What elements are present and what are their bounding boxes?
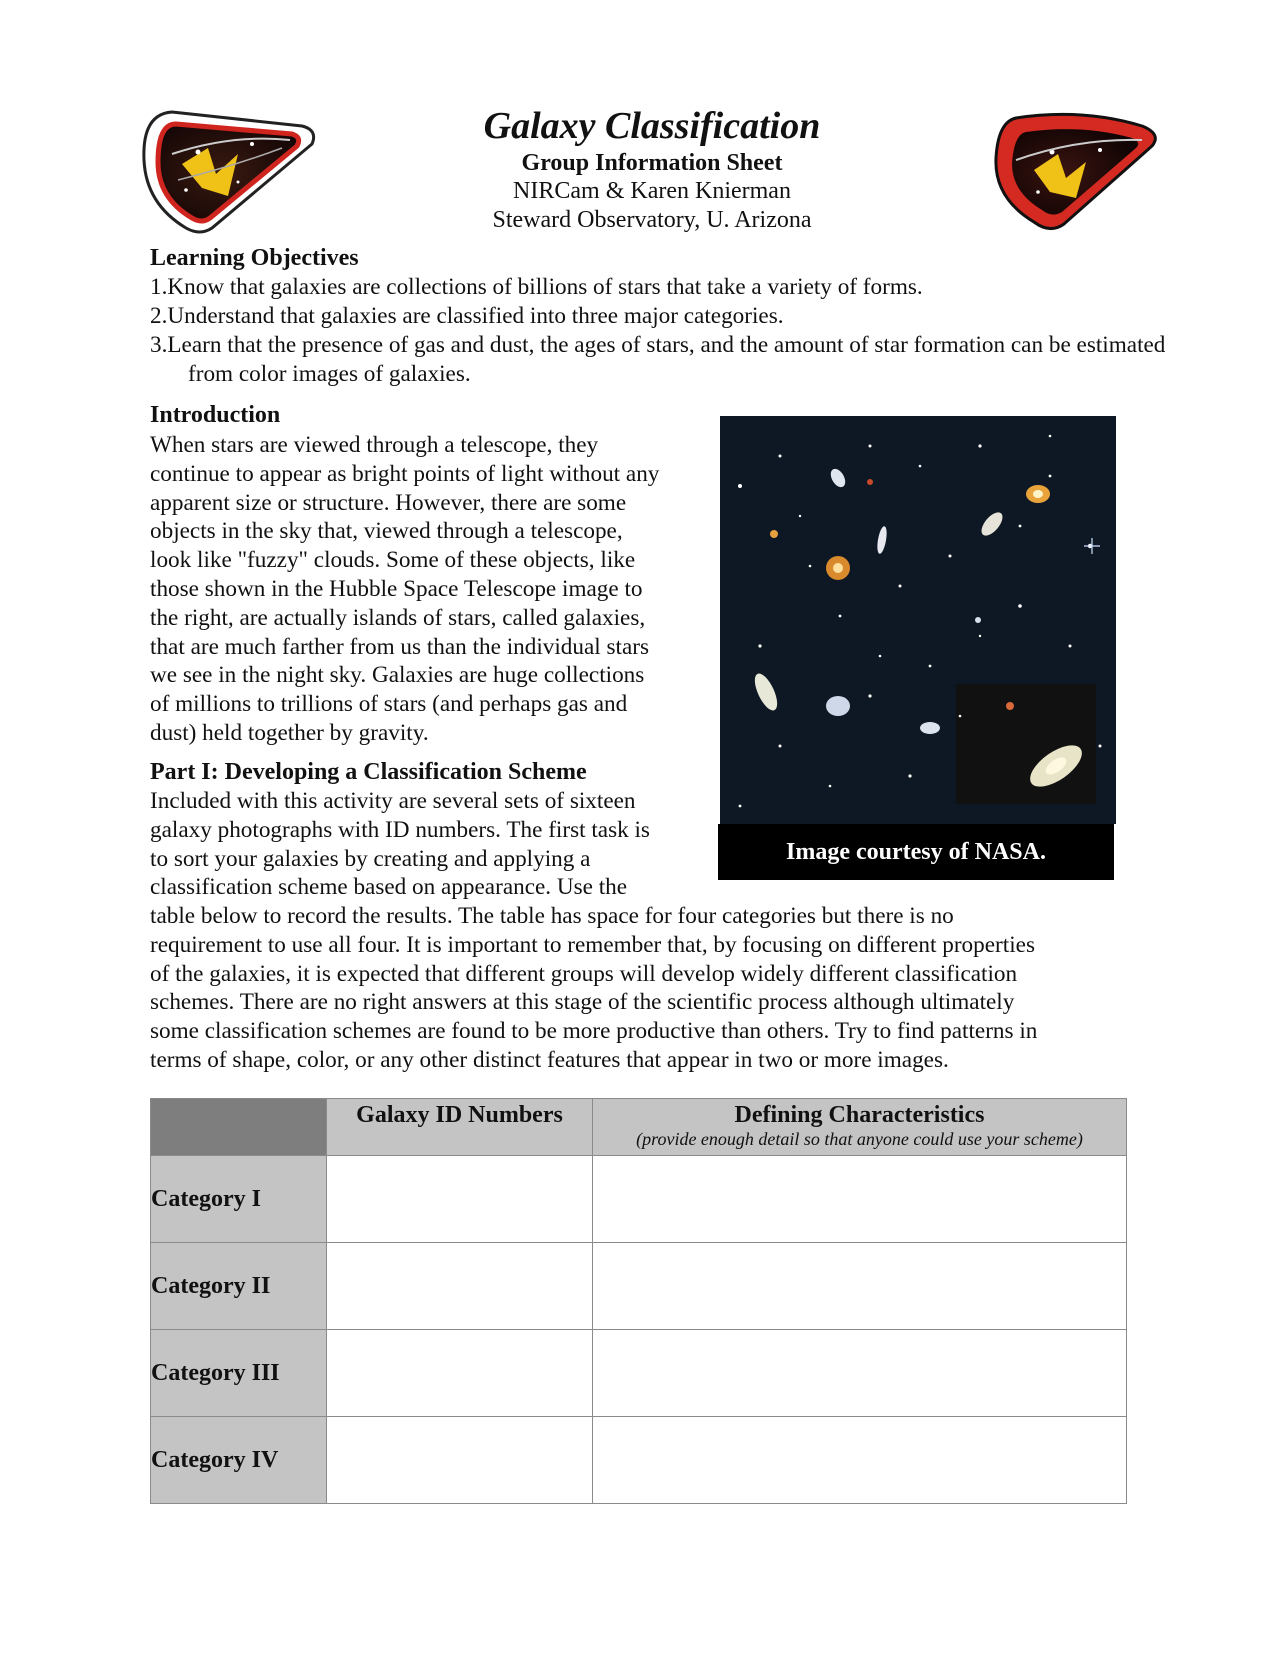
intro-line: When stars are viewed through a telescope, they <box>150 432 599 458</box>
category-label: Category III <box>151 1330 327 1417</box>
affiliation: Steward Observatory, U. Arizona <box>492 207 812 233</box>
part1-line: Included with this activity are several sets of sixteen <box>150 788 636 814</box>
table-row <box>151 1243 1127 1330</box>
part1-line: schemes. There are no right answers at this stage of the scientific process although ultimately <box>150 989 1015 1016</box>
page-subtitle: Group Information Sheet <box>521 150 783 176</box>
nircam-logo-right <box>992 108 1160 234</box>
galaxy-ids-cell[interactable] <box>327 1417 593 1504</box>
part1-line: of the galaxies, it is expected that different groups will develop widely different classification <box>150 960 1018 987</box>
part1-line: terms of shape, color, or any other distinct features that appear in two or more images. <box>150 1046 949 1073</box>
image-caption: Image courtesy of NASA. <box>718 824 1114 880</box>
intro-line: dust) held together by gravity. <box>150 719 429 746</box>
intro-line: look like "fuzzy" clouds. Some of these objects, like <box>150 547 636 574</box>
introduction-heading: Introduction <box>150 402 281 428</box>
intro-line: objects in the sky that, viewed through a telescope, <box>150 518 623 545</box>
category-label: Category IV <box>151 1417 327 1504</box>
part1-text-narrow <box>150 787 710 902</box>
hubble-deep-field-image <box>720 416 1116 824</box>
table-row <box>151 1156 1127 1243</box>
part1-line: classification scheme based on appearance. Use the <box>150 874 628 901</box>
intro-line: apparent size or structure. However, there are some <box>150 489 627 516</box>
part1-line: requirement to use all four. It is important to remember that, by focusing on different properties <box>150 931 1035 958</box>
category-label: Category II <box>151 1243 327 1330</box>
column-header-ids: Galaxy ID Numbers <box>327 1099 593 1156</box>
column-header-defining-label: Defining Characteristics <box>734 1102 985 1128</box>
characteristics-cell[interactable] <box>593 1330 1127 1417</box>
part1-heading: Part I: Developing a Classification Scheme <box>150 759 587 785</box>
characteristics-cell[interactable] <box>593 1417 1127 1504</box>
galaxy-ids-cell[interactable] <box>327 1330 593 1417</box>
page-title: Galaxy Classification <box>483 105 821 147</box>
part1-line: some classification schemes are found to be more productive than others. Try to find patterns in <box>150 1018 1038 1045</box>
table-row <box>151 1330 1127 1417</box>
table-row <box>151 1417 1127 1504</box>
characteristics-cell[interactable] <box>593 1243 1127 1330</box>
part1-text-wide <box>150 902 1140 1075</box>
galaxy-ids-cell[interactable] <box>327 1156 593 1243</box>
part1-line: galaxy photographs with ID numbers. The first task is <box>150 816 650 843</box>
intro-line: we see in the night sky. Galaxies are huge collections <box>150 662 645 689</box>
objective-item: 1.Know that galaxies are collections of billions of stars that take a variety of forms. <box>150 274 923 300</box>
column-header-defining-note: (provide enough detail so that anyone could use your scheme) <box>636 1129 1083 1149</box>
nircam-logo-left <box>142 104 318 236</box>
column-header-defining <box>593 1099 1127 1156</box>
objective-item: 2.Understand that galaxies are classified into three major categories. <box>150 303 784 329</box>
part1-line: table below to record the results. The table has space for four categories but there is no <box>150 903 954 929</box>
intro-line: of millions to trillions of stars (and perhaps gas and <box>150 691 628 718</box>
characteristics-cell[interactable] <box>593 1156 1127 1243</box>
intro-line: continue to appear as bright points of light without any <box>150 460 660 487</box>
intro-line: that are much farther from us than the individual stars <box>150 633 650 660</box>
objective-item: 3.Learn that the presence of gas and dust, the ages of stars, and the amount of star formation can be estimated from color images of galaxies. <box>150 332 1166 387</box>
authors: NIRCam & Karen Knierman <box>513 178 791 204</box>
introduction-text <box>150 431 710 748</box>
classification-table <box>150 1098 1127 1504</box>
table-corner <box>151 1099 327 1156</box>
intro-line: those shown in the Hubble Space Telescope image to <box>150 575 643 602</box>
part1-line: to sort your galaxies by creating and applying a <box>150 845 591 872</box>
objectives-heading: Learning Objectives <box>150 245 359 271</box>
intro-line: the right, are actually islands of stars, called galaxies, <box>150 604 646 631</box>
category-label: Category I <box>151 1156 327 1243</box>
galaxy-ids-cell[interactable] <box>327 1243 593 1330</box>
